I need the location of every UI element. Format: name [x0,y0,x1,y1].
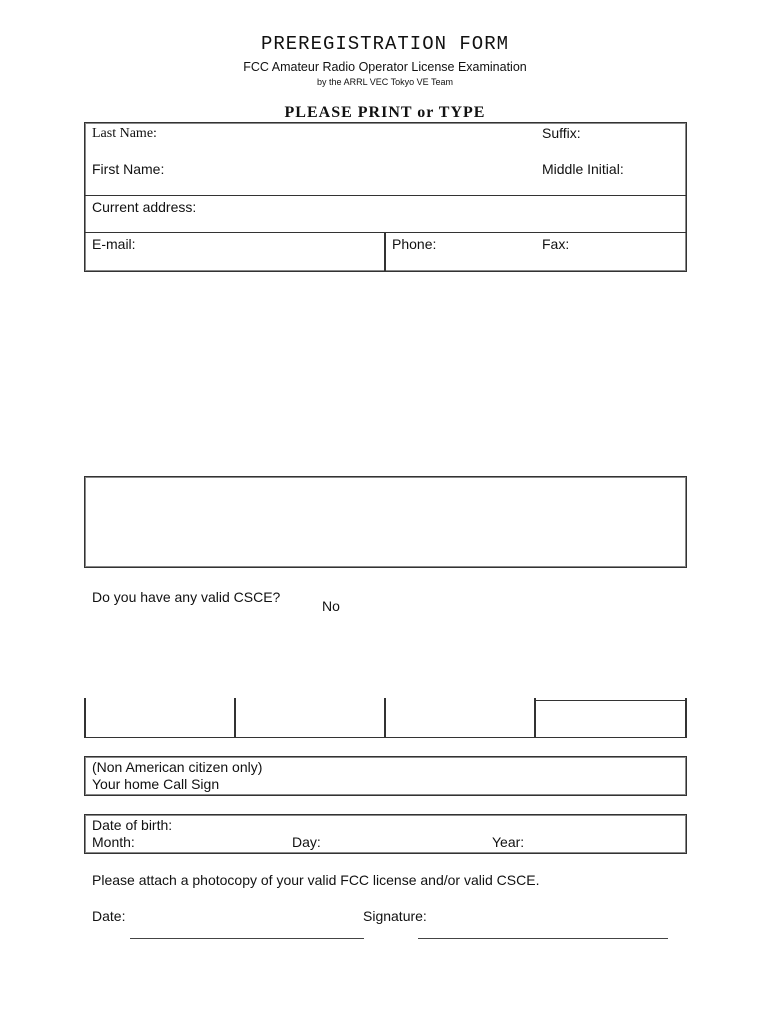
email-label: E-mail: [92,236,136,252]
team-credit: by the ARRL VEC Tokyo VE Team [317,77,453,87]
suffix-label: Suffix: [542,125,581,141]
csce-question: Do you have any valid CSCE? [92,589,281,605]
print-instruction: PLEASE PRINT or TYPE [284,104,486,121]
divider [384,698,386,738]
blank-box [84,476,687,568]
divider [534,698,536,738]
dob-label: Date of birth: [92,817,173,833]
csce-answer: No [322,598,340,614]
callsign-label: Your home Call Sign [92,776,220,792]
divider [234,698,236,738]
form-title: PREREGISTRATION FORM [260,33,510,55]
attach-note: Please attach a photocopy of your valid FCC license and/or valid CSCE. [92,872,540,888]
signature-line [418,938,668,939]
last-name-label: Last Name: [92,126,157,141]
address-label: Current address: [92,199,197,215]
dob-day-label: Day: [292,834,321,850]
date-label: Date: [92,908,126,924]
date-line [130,938,364,939]
divider [685,698,687,738]
divider [536,700,686,701]
dob-box [84,814,687,854]
middle-initial-label: Middle Initial: [542,161,624,177]
divider [84,698,86,738]
divider [85,195,686,196]
callsign-note: (Non American citizen only) [92,759,263,775]
first-name-label: First Name: [92,161,165,177]
form-subtitle: FCC Amateur Radio Operator License Examination [243,60,527,74]
divider [384,233,386,271]
fax-label: Fax: [542,236,570,252]
signature-label: Signature: [363,908,427,924]
phone-label: Phone: [392,236,437,252]
dob-month-label: Month: [92,834,135,850]
dob-year-label: Year: [492,834,525,850]
